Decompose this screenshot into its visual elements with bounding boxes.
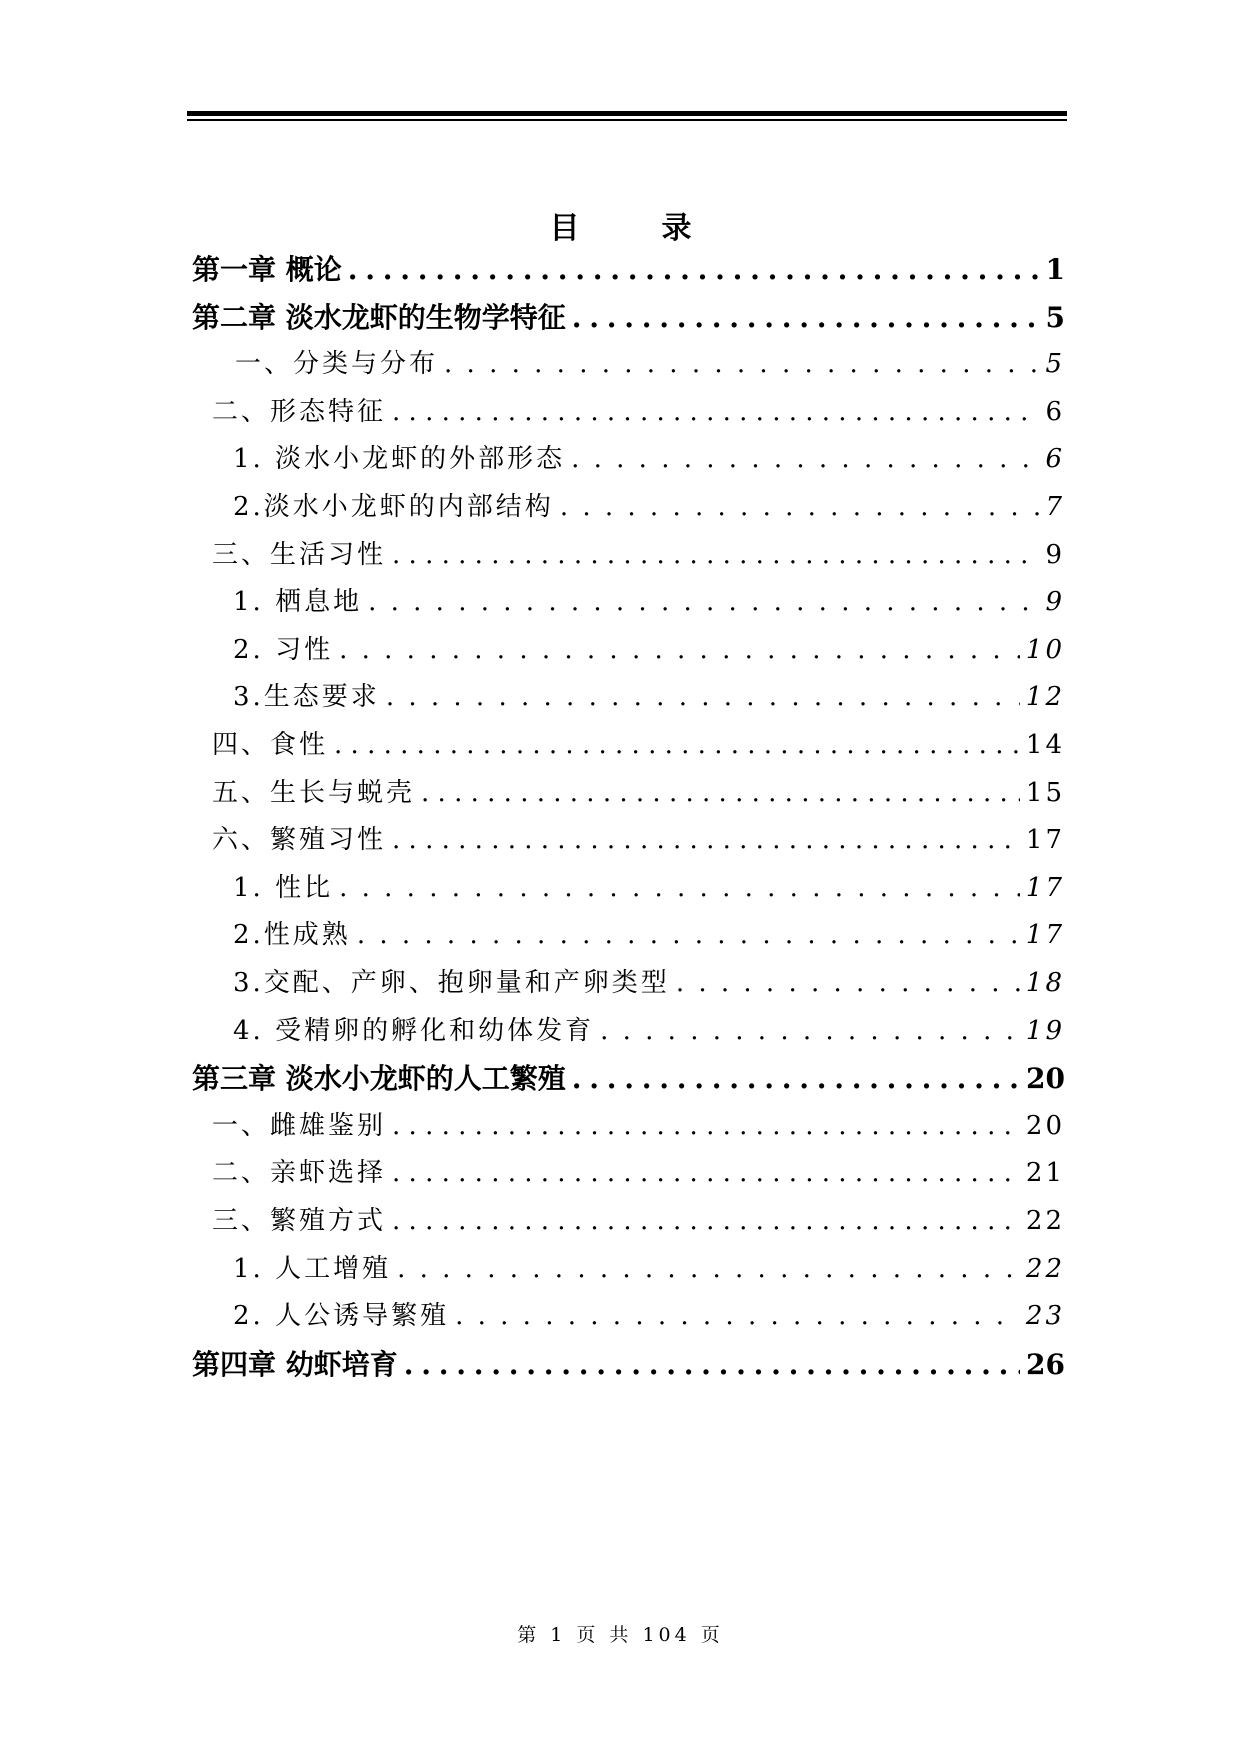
- toc-entry-page-number: 7: [1045, 492, 1065, 522]
- toc-entry-page-number: 14: [1025, 730, 1065, 760]
- toc-entry-label: 1. 性比: [233, 872, 334, 903]
- toc-entry[interactable]: [233, 629, 1065, 679]
- toc-entry[interactable]: [233, 581, 1065, 631]
- toc-dot-leader: [392, 1158, 1020, 1188]
- toc-entry-label: 2.淡水小龙虾的内部结构: [233, 492, 554, 522]
- toc-entry[interactable]: [192, 296, 1065, 346]
- toc-entry-label: 五、生长与蜕壳: [212, 777, 416, 808]
- toc-entry[interactable]: [233, 867, 1065, 917]
- toc-title: 目 录: [549, 211, 718, 246]
- toc-dot-leader: [392, 1111, 1020, 1141]
- toc-entry-page-number: 15: [1025, 777, 1065, 808]
- toc-entry-page-number: 9: [1045, 539, 1065, 570]
- toc-entry-page-number: 18: [1025, 968, 1065, 998]
- toc-entry-page-number: 17: [1025, 872, 1065, 903]
- toc-entry-label: 4. 受精卵的孵化和幼体发育: [233, 1015, 595, 1046]
- toc-entry[interactable]: [192, 248, 1065, 298]
- toc-dot-leader: [676, 968, 1020, 998]
- toc-entry-page-number: 5: [1045, 300, 1065, 334]
- toc-entry[interactable]: [212, 724, 1065, 774]
- toc-entry-label: 1. 栖息地: [233, 587, 363, 618]
- toc-entry-label: 二、亲虾选择: [212, 1158, 387, 1189]
- toc-entry-page-number: 19: [1025, 1015, 1065, 1046]
- toc-dot-leader: [600, 1016, 1020, 1046]
- toc-entry[interactable]: [212, 534, 1065, 584]
- toc-entry[interactable]: [233, 676, 1065, 726]
- toc-entry-page-number: 10: [1025, 634, 1065, 665]
- toc-dot-leader: [572, 1062, 1020, 1095]
- toc-entry-page-number: 1: [1045, 253, 1065, 286]
- toc-entry-label: 2.性成熟: [233, 920, 351, 951]
- toc-entry[interactable]: [233, 1010, 1065, 1060]
- toc-entry-page-number: 26: [1026, 1347, 1065, 1381]
- page-footer: 第 1 页 共 104 页: [517, 1624, 724, 1646]
- toc-dot-leader: [455, 1301, 1020, 1331]
- toc-entry[interactable]: [212, 772, 1065, 822]
- toc-entry[interactable]: [212, 819, 1065, 869]
- toc-entry[interactable]: [212, 391, 1065, 441]
- toc-entry-page-number: 17: [1025, 920, 1065, 951]
- toc-entry-page-number: 20: [1026, 1062, 1065, 1096]
- toc-dot-leader: [421, 778, 1020, 808]
- toc-entry[interactable]: [212, 1200, 1065, 1250]
- toc-dot-leader: [339, 635, 1020, 665]
- toc-entry-label: 第四章 幼虾培育: [192, 1347, 398, 1381]
- toc-dot-leader: [334, 730, 1020, 760]
- toc-entry[interactable]: [233, 438, 1065, 488]
- toc-entry-label: 一、雌雄鉴别: [212, 1110, 387, 1141]
- toc-dot-leader: [339, 873, 1020, 903]
- toc-entry-page-number: 21: [1025, 1158, 1065, 1189]
- toc-entry-label: 1. 人工增殖: [233, 1253, 392, 1284]
- toc-entry-page-number: 20: [1025, 1110, 1065, 1141]
- toc-entry[interactable]: [233, 486, 1065, 536]
- toc-entry-page-number: 22: [1025, 1206, 1065, 1236]
- toc-dot-leader: [386, 682, 1020, 712]
- toc-entry-label: 第二章 淡水龙虾的生物学特征: [192, 300, 566, 334]
- toc-dot-leader: [392, 1206, 1020, 1236]
- toc-entry-label: 3.生态要求: [233, 682, 380, 713]
- toc-entry-label: 2. 人公诱导繁殖: [233, 1301, 450, 1332]
- toc-entry-label: 一、分类与分布: [235, 349, 439, 380]
- toc-entry[interactable]: [235, 343, 1065, 393]
- toc-entry-page-number: 6: [1045, 444, 1065, 475]
- toc-entry-label: 三、繁殖方式: [212, 1206, 387, 1236]
- toc-dot-leader: [397, 1254, 1020, 1284]
- toc-entry-label: 3.交配、产卵、抱卵量和产卵类型: [233, 968, 670, 998]
- toc-entry-page-number: 22: [1025, 1253, 1065, 1284]
- toc-entry[interactable]: [233, 914, 1065, 964]
- toc-entry[interactable]: [212, 1105, 1065, 1155]
- toc-dot-leader: [444, 349, 1039, 379]
- toc-dot-leader: [348, 253, 1040, 286]
- toc-dot-leader: [368, 587, 1039, 617]
- header-rule-thick: [187, 111, 1067, 116]
- toc-entry[interactable]: [192, 1057, 1065, 1107]
- toc-entry[interactable]: [233, 962, 1065, 1012]
- toc-entry-label: 第三章 淡水小龙虾的人工繁殖: [192, 1062, 566, 1096]
- toc-entry-label: 第一章 概论: [192, 253, 342, 286]
- toc-entry-label: 三、生活习性: [212, 539, 387, 570]
- toc-entry-page-number: 5: [1045, 349, 1065, 380]
- toc-entry[interactable]: [233, 1295, 1065, 1345]
- toc-entry-label: 二、形态特征: [212, 396, 387, 427]
- toc-dot-leader: [572, 301, 1040, 334]
- toc-entry-page-number: 6: [1045, 396, 1065, 427]
- toc-dot-leader: [571, 444, 1039, 474]
- toc-entry-page-number: 9: [1045, 587, 1065, 618]
- toc-entry[interactable]: [192, 1343, 1065, 1393]
- toc-dot-leader: [357, 920, 1020, 950]
- header-rule-thin: [187, 119, 1067, 121]
- toc-entry-label: 2. 习性: [233, 634, 334, 665]
- toc-dot-leader: [404, 1348, 1020, 1381]
- toc-dot-leader: [560, 492, 1040, 522]
- toc-entry-page-number: 12: [1025, 682, 1065, 713]
- toc-entry[interactable]: [233, 1248, 1065, 1298]
- toc-entry[interactable]: [212, 1152, 1065, 1202]
- toc-entry-label: 六、繁殖习性: [212, 825, 387, 856]
- toc-dot-leader: [392, 397, 1039, 427]
- toc-entry-page-number: 17: [1025, 825, 1065, 856]
- toc-entry-label: 四、食性: [212, 730, 329, 760]
- toc-entry-page-number: 23: [1025, 1301, 1065, 1332]
- toc-entry-label: 1. 淡水小龙虾的外部形态: [233, 444, 566, 475]
- toc-dot-leader: [392, 540, 1039, 570]
- toc-dot-leader: [392, 825, 1020, 855]
